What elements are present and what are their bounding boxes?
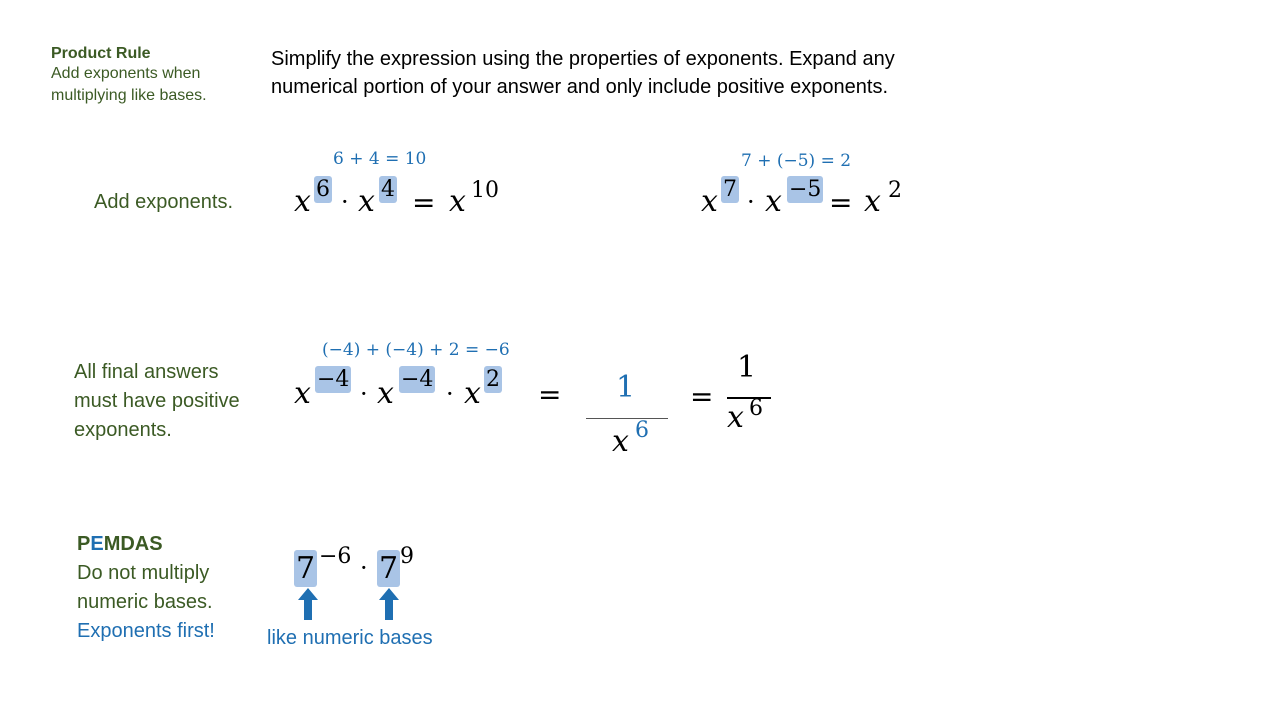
example4-note-line-2: numeric bases. [77,591,213,613]
example4-expression [294,542,434,592]
sidebar-line-2: multiplying like bases. [51,87,207,104]
instructions-line-2: numerical portion of your answer and only include positive exponents. [271,76,889,98]
example3-final-denominator-exp: 6 [749,396,763,421]
example4-note-line-3: Exponents first! [77,620,215,642]
example3-final-fraction [727,350,771,442]
example3-base-a: x [294,376,311,411]
example2-dot: · [747,188,755,216]
example1-note: Add exponents. [94,191,233,213]
arrow-label: like numeric bases [267,627,433,649]
example1-work: 6 + 4 = 10 [333,149,427,169]
example3-work: (−4) + (−4) + 2 = −6 [322,340,510,360]
example1-exp-b: 4 [381,177,395,202]
example3-note [74,358,240,445]
example4-note [77,530,215,646]
pemdas-label [77,530,215,559]
example3-base-b: x [377,376,394,411]
example3-blue-fraction [586,368,668,458]
example3-exp-b: −4 [401,367,434,392]
arrow-up-icon [379,588,399,620]
sidebar-title: Product Rule [51,45,151,62]
example3-dot-1: · [360,380,368,408]
arrow-up-icon [298,588,318,620]
example3-exp-a: −4 [317,367,350,392]
example2-equals: = [829,186,853,219]
pemdas-e: E [90,533,104,555]
example4-note-line-1: Do not multiply [77,562,210,584]
example4-exp-b: 9 [400,544,414,569]
example2-exp-a: 7 [723,177,737,202]
example1-exp-a: 6 [316,177,330,202]
example1-expression [294,176,534,226]
sidebar [51,45,251,107]
example3-final-numerator: 1 [737,350,757,385]
instructions-line-1: Simplify the expression using the properties of exponents. Expand any [271,48,895,70]
example1-result-exp: 10 [471,178,499,203]
example3-final-denominator-base: x [727,400,744,435]
example2-result-base: x [864,184,881,219]
example2-base-a: x [701,184,718,219]
example3-expression [294,366,534,416]
example2-exp-b: −5 [789,177,822,202]
example4-exp-a: −6 [319,544,352,569]
example3-exp-c: 2 [486,367,500,392]
sidebar-line-1: Add exponents when [51,65,201,82]
example2-result-exp: 2 [888,178,902,203]
example3-equals-1: = [538,378,562,411]
example1-equals: = [412,186,436,219]
pemdas-p: P [77,533,91,555]
example2-base-b: x [765,184,782,219]
example1-dot: · [341,188,349,216]
example3-dot-2: · [446,380,454,408]
example3-blue-denominator-base: x [612,424,629,459]
example3-note-line-2: must have positive [74,390,240,412]
example3-note-line-1: All final answers [74,361,219,383]
example4-base-a: 7 [296,551,316,586]
example3-blue-fraction-line [586,418,668,419]
example2-work: 7 + (−5) = 2 [741,151,852,171]
example3-equals-2: = [690,380,714,413]
example3-base-c: x [464,376,481,411]
pemdas-rest: MDAS [103,533,163,555]
example1-base-b: x [358,184,375,219]
example4-dot: · [360,554,368,582]
example2-expression [701,176,941,226]
instructions [271,45,1171,101]
example3-blue-numerator: 1 [616,370,636,405]
example3-note-line-3: exponents. [74,419,172,441]
example1-result-base: x [449,184,466,219]
example3-blue-denominator-exp: 6 [635,418,649,443]
example1-base-a: x [294,184,311,219]
example4-base-b: 7 [379,551,399,586]
